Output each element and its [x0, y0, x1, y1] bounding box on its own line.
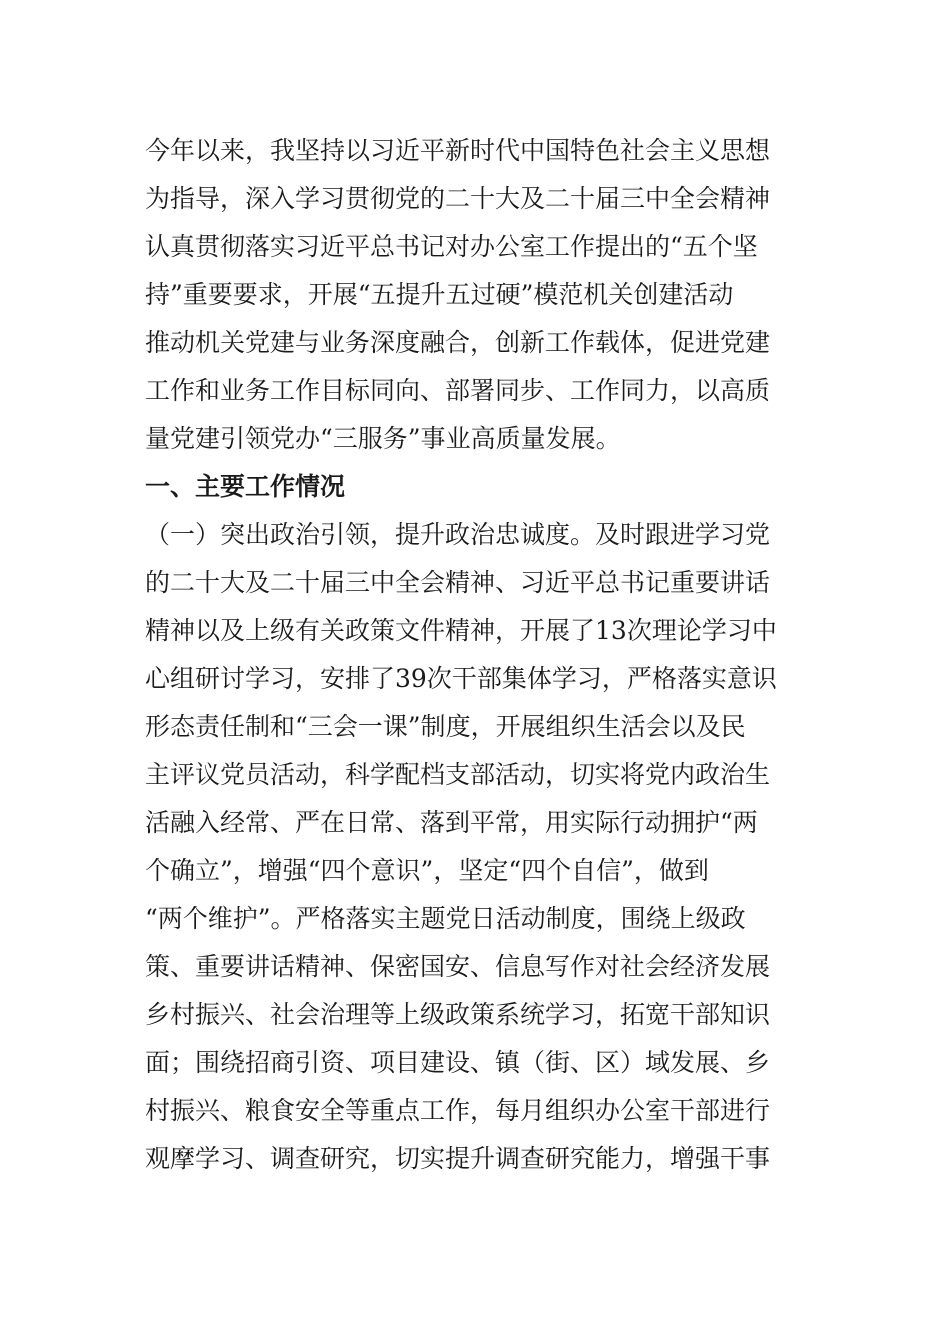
- section-line: 的二十大及二十届三中全会精神、习近平总书记重要讲话: [145, 568, 771, 597]
- section-line: 精神以及上级有关政策文件精神，开展了13次理论学习中: [145, 616, 777, 645]
- section-line: 形态责任制和“三会一课”制度，开展组织生活会以及民: [145, 712, 746, 741]
- intro-line: 认真贯彻落实习近平总书记对办公室工作提出的“五个坚: [145, 232, 758, 261]
- intro-line: 量党建引领党办“三服务”事业高质量发展。: [145, 424, 621, 453]
- intro-line: 推动机关党建与业务深度融合，创新工作载体，促进党建: [145, 328, 771, 357]
- intro-line: 工作和业务工作目标同向、部署同步、工作同力，以高质: [145, 376, 771, 405]
- section-line: 主评议党员活动，科学配档支部活动，切实将党内政治生: [145, 760, 771, 789]
- section-line: 活融入经常、严在日常、落到平常，用实际行动拥护“两: [145, 808, 758, 837]
- section-line: 观摩学习、调查研究，切实提升调查研究能力，增强干事: [145, 1144, 771, 1173]
- section-line: 个确立”，增强“四个意识”，坚定“四个自信”，做到: [145, 856, 709, 885]
- intro-line: 持”重要要求，开展“五提升五过硬”模范机关创建活动: [145, 280, 734, 309]
- intro-line: 为指导，深入学习贯彻党的二十大及二十届三中全会精神: [145, 184, 771, 213]
- section-line: 村振兴、粮食安全等重点工作，每月组织办公室干部进行: [145, 1096, 771, 1125]
- section-line: 乡村振兴、社会治理等上级政策系统学习，拓宽干部知识: [145, 1000, 771, 1029]
- section-line: （一）突出政治引领，提升政治忠诚度。及时跟进学习党: [145, 520, 771, 549]
- section-line: “两个维护”。严格落实主题党日活动制度，围绕上级政: [145, 904, 746, 933]
- section-line: 心组研讨学习，安排了39次干部集体学习，严格落实意识: [145, 664, 777, 693]
- intro-line: 今年以来，我坚持以习近平新时代中国特色社会主义思想: [145, 136, 771, 165]
- section-line: 面；围绕招商引资、项目建设、镇（街、区）域发展、乡: [145, 1048, 771, 1077]
- section-line: 策、重要讲话精神、保密国安、信息写作对社会经济发展: [145, 952, 771, 981]
- section-heading: 一、主要工作情况: [145, 472, 346, 501]
